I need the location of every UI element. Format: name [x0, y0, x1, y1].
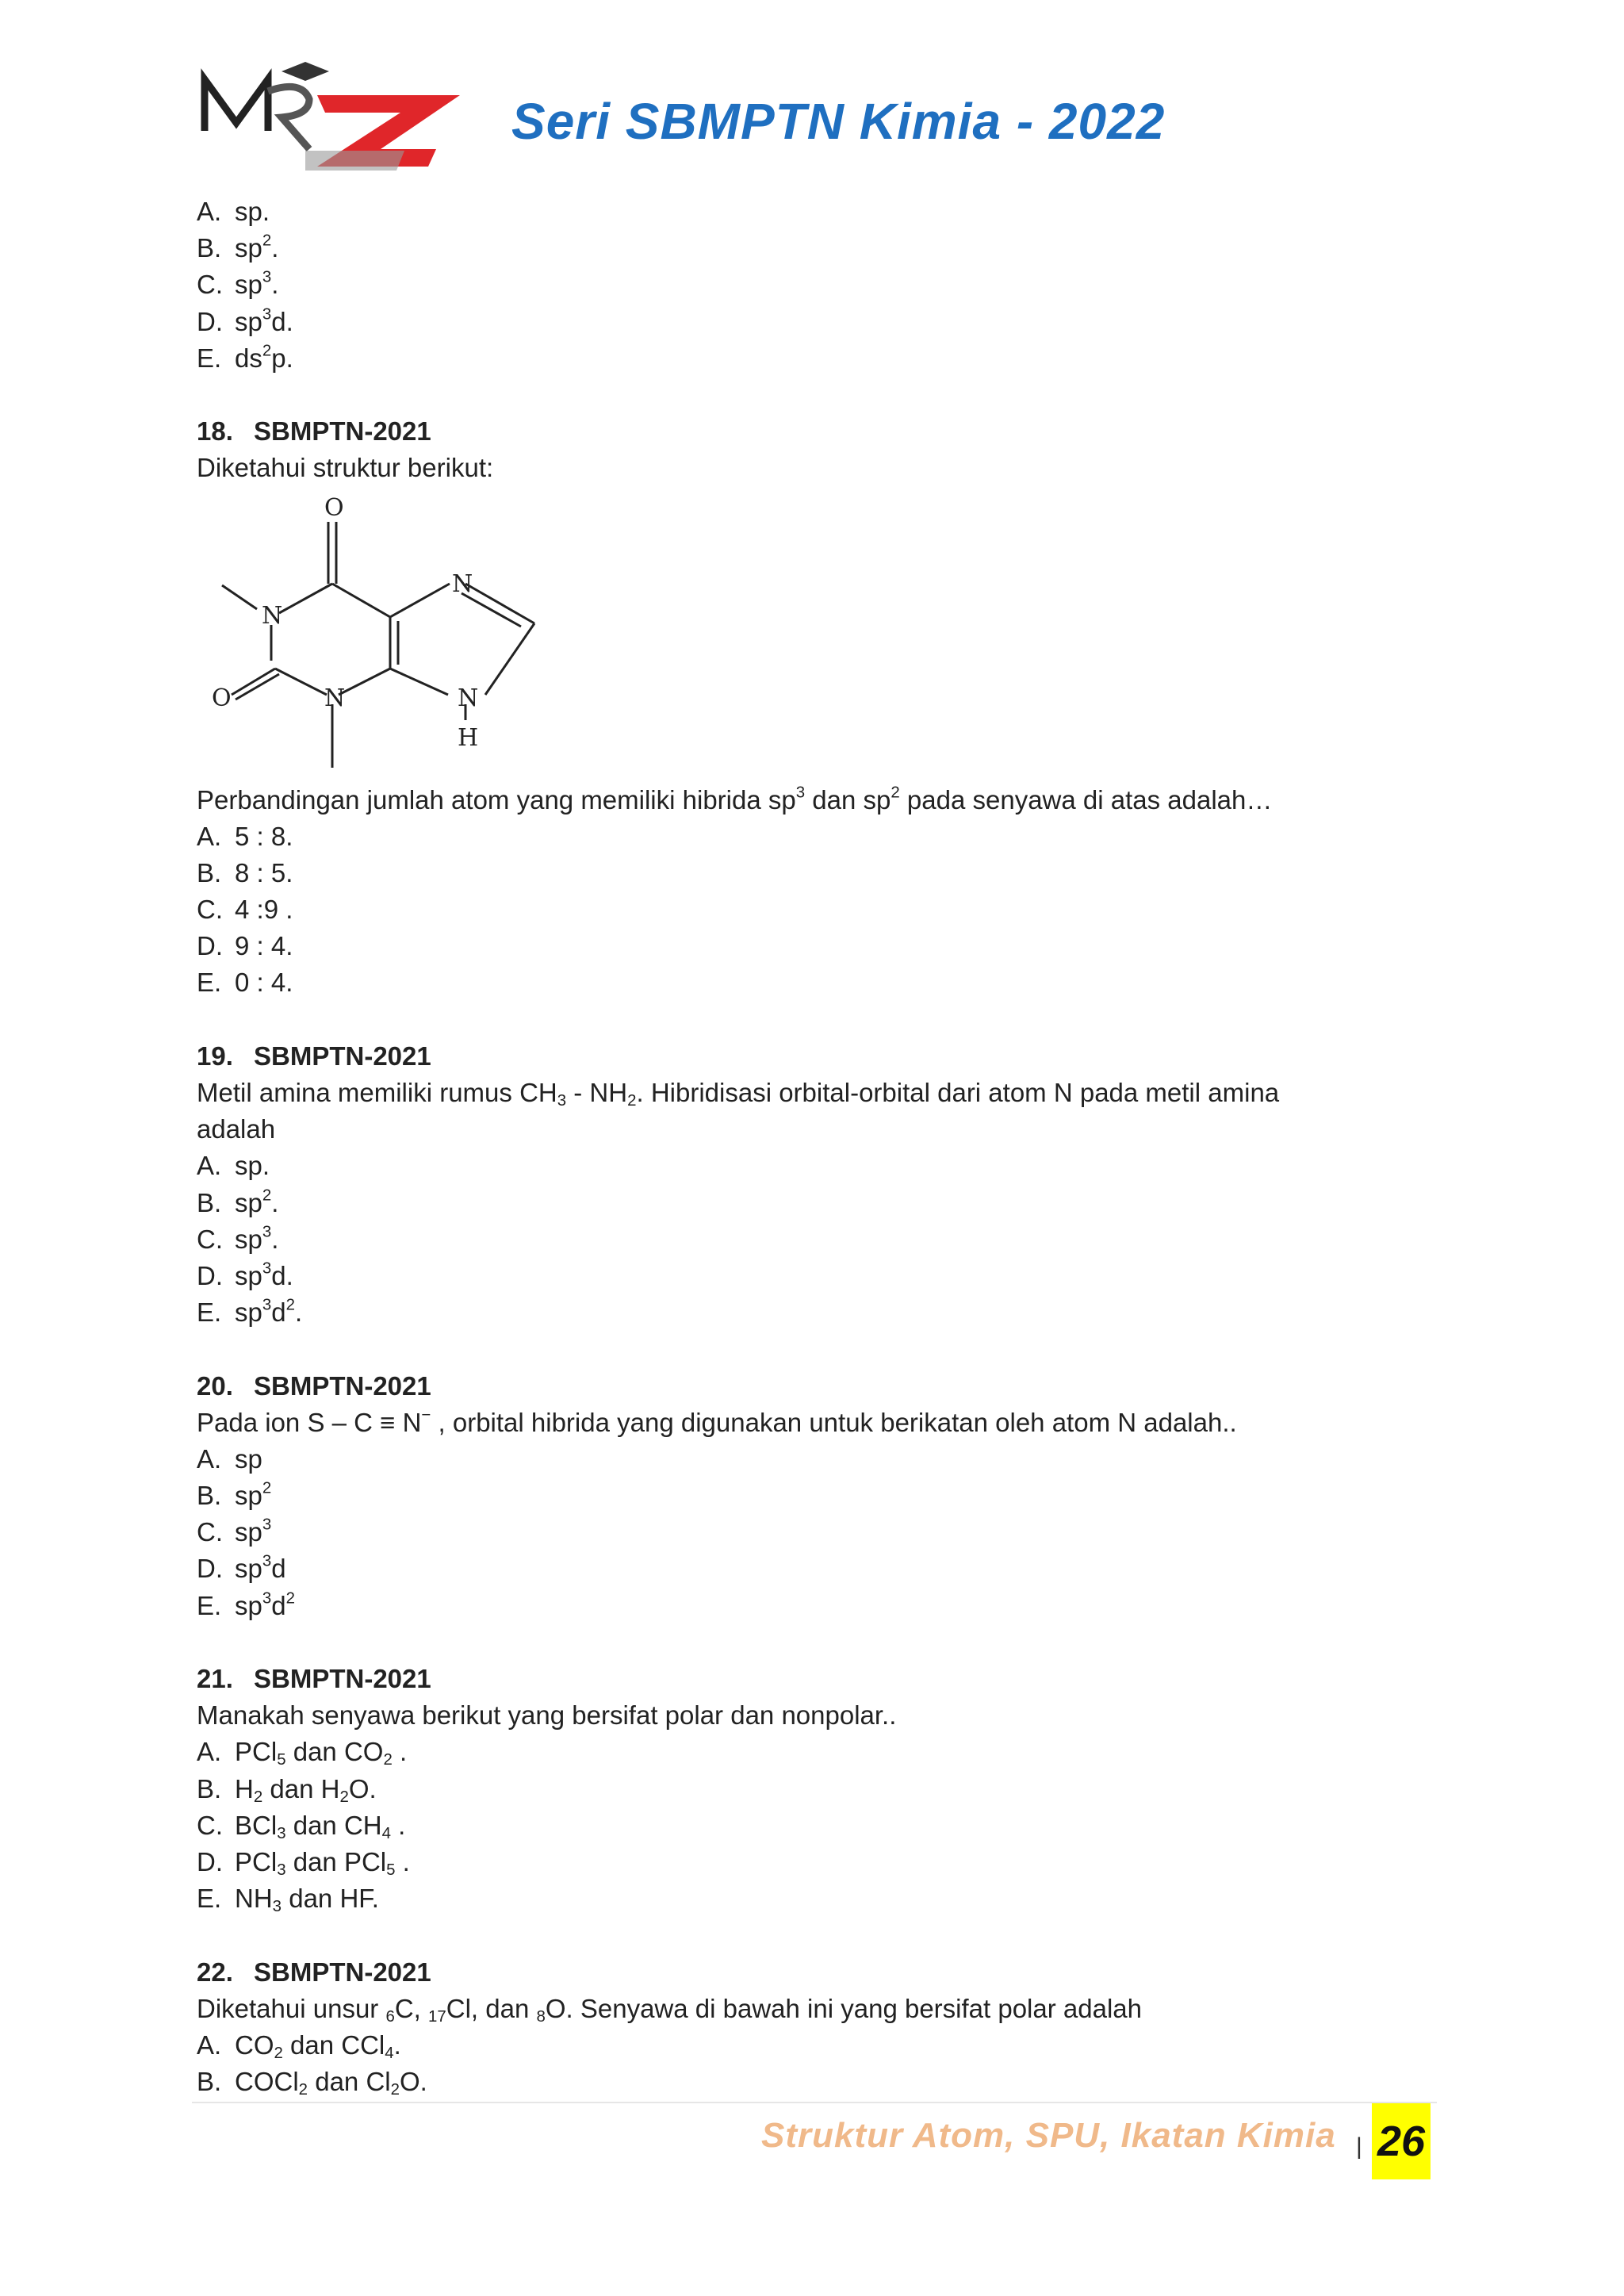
- q17-option-a: A. sp.: [197, 197, 270, 226]
- q18-structure-space: [197, 487, 1434, 782]
- q20-heading: 20. SBMPTN-2021: [197, 1370, 431, 1401]
- q19-option-e: E. $sp^3d^2$.: [197, 1295, 303, 1328]
- q20-option-a: A. sp: [197, 1443, 262, 1474]
- atom-label: H: [458, 724, 479, 752]
- q22-option-a: A. $CO_2$ dan CCl$_4$.: [197, 2030, 401, 2062]
- q18-option-a: A. 5 : 8.: [197, 821, 293, 851]
- q19-question: Metil amina memiliki rumus $CH_3 - NH_2$. Hibridisasi orbital-orbital dari atom N pada metil amina: [197, 1078, 1280, 1110]
- footer-separator: |: [1356, 2133, 1362, 2160]
- q18-option-d: D. 9 : 4.: [197, 931, 293, 961]
- q18-option-c: C. 4 :9 .: [197, 895, 293, 925]
- q21-question: Manakah senyawa berikut yang bersifat polar dan nonpolar..: [197, 1700, 897, 1731]
- q19-option-d: D. $sp^3d$.: [197, 1259, 293, 1290]
- q21-heading: 21. SBMPTN-2021: [197, 1664, 431, 1693]
- atom-label: N: [458, 684, 479, 712]
- q21-option-b: B. $H_2$ dan $H_2O$.: [197, 1773, 377, 1806]
- q20-option-b: B. $sp^2$: [197, 1478, 272, 1511]
- q21-option-c: C. BCl$_3$ dan $CH_4$ .: [197, 1810, 406, 1842]
- q18-intro: Diketahui struktur berikut:: [197, 453, 494, 483]
- header-title: Seri SBMPTN Kimia - 2022: [511, 93, 1166, 150]
- q17-option-e: E. $ds^2p$.: [197, 341, 293, 373]
- q19-option-c: C. $sp^3$.: [197, 1222, 279, 1254]
- q18-question: Perbandingan jumlah atom yang memiliki hibrida $sp^3$ dan $sp^2$ pada senyawa di atas adalah…: [197, 783, 1273, 815]
- q21-option-d: D. PCl$_3$ dan PCl$_5$ .: [197, 1846, 410, 1880]
- atom-label: O: [212, 684, 232, 712]
- q18-option-b: B. 8 : 5.: [197, 857, 293, 887]
- q20-question: Pada ion S – C ≡ N− , orbital hibrida yang digunakan untuk berikatan oleh atom N adalah..: [197, 1405, 1237, 1437]
- atom-label: N: [324, 684, 346, 712]
- q21-option-a: A. PCl$_5$ dan $CO_2$ .: [197, 1737, 408, 1769]
- q20-option-d: D. $sp^3d$: [197, 1552, 286, 1584]
- atom-label: O: [324, 494, 344, 522]
- q19-heading: 19. SBMPTN-2021: [197, 1041, 431, 1071]
- q17-option-b: B. $sp^2$.: [197, 231, 279, 263]
- q20-option-e: E. $sp^3d^2$: [197, 1589, 295, 1620]
- q20-option-c: C. $sp^3$: [197, 1515, 272, 1547]
- q19-option-b: B. $sp^2$.: [197, 1186, 279, 1217]
- q17-option-c: C. $sp^3$.: [197, 268, 279, 300]
- mrz-logo: [198, 56, 472, 178]
- page-number: 26: [1377, 2118, 1426, 2165]
- q21-option-e: E. $NH_3$ dan HF.: [197, 1884, 379, 1916]
- q18-heading: 18. SBMPTN-2021: [197, 416, 431, 447]
- q19-question-line2: adalah: [197, 1114, 276, 1144]
- q22-question: Diketahui unsur $_6$C, $_{17}$Cl, dan $_8$O. Senyawa di bawah ini yang bersifat polar adalah: [197, 1993, 1142, 2026]
- q17-option-d: D. $sp^3d$.: [197, 305, 293, 336]
- q22-heading: 22. SBMPTN-2021: [197, 1957, 431, 1987]
- q18-option-e: E. 0 : 4.: [197, 968, 293, 998]
- atom-label: N: [452, 570, 473, 598]
- q22-option-b: B. COCl$_2$ dan $Cl_2O$.: [197, 2067, 427, 2099]
- atom-label: N: [262, 602, 283, 630]
- footer-divider: [192, 2102, 1437, 2103]
- footer-chapter-title: Struktur Atom, SPU, Ikatan Kimia: [761, 2116, 1336, 2155]
- q19-option-a: A. sp.: [197, 1151, 270, 1181]
- page-content: [197, 194, 1434, 2100]
